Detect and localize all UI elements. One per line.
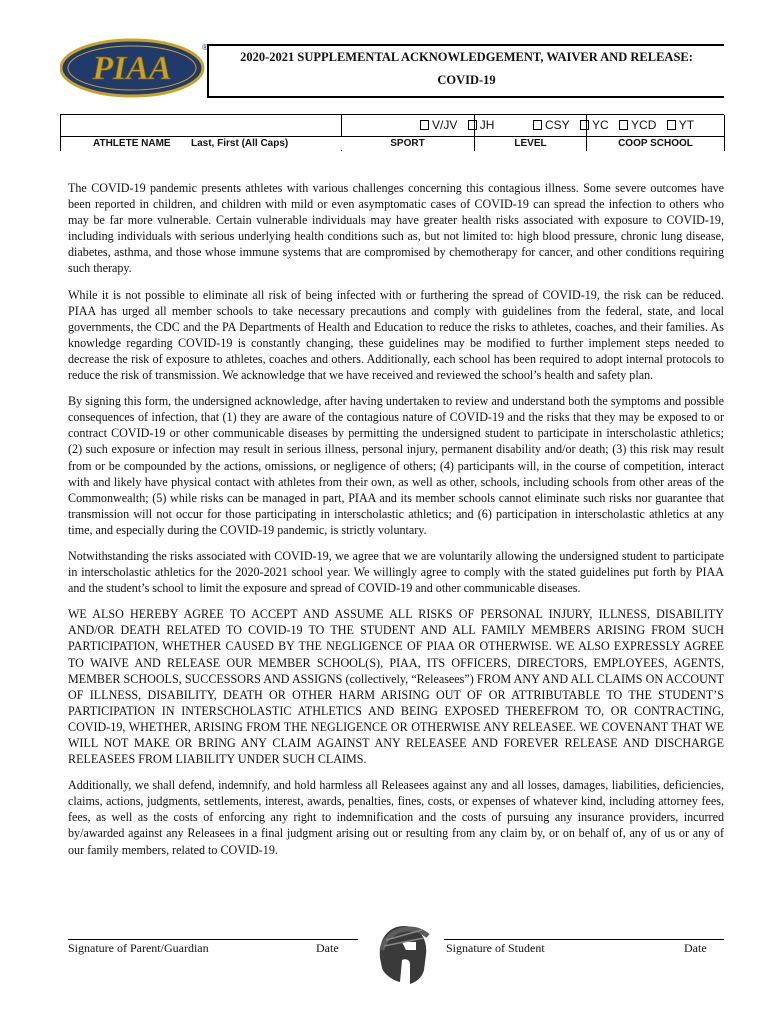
student-date-label: Date xyxy=(684,941,707,955)
waiver-body xyxy=(68,180,724,868)
sport-label: SPORT xyxy=(341,136,474,150)
parent-signature-line[interactable] xyxy=(68,939,358,940)
athlete-name-hint: Last, First (All Caps) xyxy=(191,138,289,149)
checkbox-icon xyxy=(619,120,628,130)
form-title xyxy=(207,44,724,98)
logo-text: PIAA xyxy=(92,50,172,87)
parent-date-label: Date xyxy=(316,941,339,955)
student-signature-line[interactable] xyxy=(444,939,724,940)
parent-signature-label: Signature of Parent/Guardian xyxy=(68,941,209,955)
paragraph-indemnify: Additionally, we shall defend, indemnify, and hold harmless all Releasees against any and all losses, damages, liabilities, deficiencies, claims, actions, judgments, settlements, interest, awards, penalties, fines, costs, or expenses of whatever kind, including attorney fees, fees, as well as the costs of enforcing any right to indemnification and the costs of pursuing any insurance providers, incurred by/awarded against any Releasees in a final judgment arising out or resulting from any claim by, or on behalf of, any of us or any of our family members, related to COVID-19. xyxy=(68,778,724,857)
athlete-name-field[interactable] xyxy=(60,115,342,151)
checkbox-icon xyxy=(580,120,589,130)
coop-checkbox-csy[interactable]: CSY xyxy=(533,118,570,132)
level-checkbox-jh[interactable]: JH xyxy=(468,118,495,132)
student-signature-label: Signature of Student xyxy=(446,941,545,955)
title-line-2: COVID-19 xyxy=(437,73,496,87)
level-label: LEVEL xyxy=(475,136,586,150)
coop-school-label: COOP SCHOOL xyxy=(587,136,724,150)
coop-checkbox-yt[interactable]: YT xyxy=(667,118,694,132)
checkbox-icon xyxy=(533,120,542,130)
coop-checkbox-ycd[interactable]: YCD xyxy=(619,118,656,132)
piaa-logo xyxy=(60,38,210,98)
title-line-1: 2020-2021 SUPPLEMENTAL ACKNOWLEDGEMENT, WAIVER AND RELEASE: xyxy=(240,50,693,64)
paragraph-release: WE ALSO HEREBY AGREE TO ACCEPT AND ASSUME ALL RISKS OF PERSONAL INJURY, ILLNESS, DISABILITY AND/OR DEATH RELATED TO COVID-19 TO THE STUDENT AND ALL FAMILY MEMBERS ARISING FROM SUCH PARTICIPATION, WHETHER CAUSED BY THE NEGLIGENCE OF PIAA OR OTHERWISE. WE ALSO EXPRESSLY AGREE TO WAIVE AND RELEASE OUR MEMBER SCHOOL(S), PIAA, ITS OFFICERS, DIRECTORS, EMPLOYEES, AGENTS, MEMBER SCHOOLS, SUCCESSORS AND ASSIGNS (collectively, “Releasees”) FROM ANY AND ALL CLAIMS ON ACCOUNT OF ILLNESS, DISABILITY, DEATH OR OTHER HARM ARISING OUT OF OR ATTRIBUTABLE TO THE STUDENT’S PARTICIPATION IN INTERSCHOLASTIC ATHLETICS AND BEING EXPOSED THEREFROM TO, OR CONTRACTING, COVID-19, WHETHER, ARISING FROM THE NEGLIGENCE OR OTHERWISE ANY RELEASEE. WE COVENANT THAT WE WILL NOT MAKE OR BRING ANY CLAIM AGAINST ANY RELEASEE AND FOREVER RELEASE AND DISCHARGE RELEASEES FROM LIABILITY UNDER SUCH CLAIMS. xyxy=(68,607,724,767)
checkbox-icon xyxy=(468,120,477,130)
level-options xyxy=(420,118,501,132)
checkbox-icon xyxy=(667,120,676,130)
paragraph-pandemic: The COVID-19 pandemic presents athletes with various challenges concerning this contagious illness. Some severe outcomes have been reported in children, and children with mild or even asymptomatic cases of COVID-19 can spread the infection to others who may be far more vulnerable. Certain vulnerable individuals may have greater health risks associated with exposure to COVID-19, including individuals with serious underlying health conditions such as, but not limited to: high blood pressure, chronic lung disease, diabetes, asthma, and those whose immune systems that are compromised by chemotherapy for cancer, and other conditions requiring such therapy. xyxy=(68,181,724,276)
coop-checkbox-yc[interactable]: YC xyxy=(580,118,609,132)
spartan-helmet-icon xyxy=(372,920,434,988)
coop-options xyxy=(533,118,701,132)
athlete-name-label: ATHLETE NAME xyxy=(93,138,171,149)
paragraph-voluntary: Notwithstanding the risks associated with COVID-19, we agree that we are voluntarily allowing the undersigned student to participate in interscholastic athletics for the 2020-2021 school year. We willingly agree to comply with the stated guidelines put forth by PIAA and the student’s school to limit the exposure and spread of COVID-19 and other communicable diseases. xyxy=(68,548,724,596)
registered-mark: ® xyxy=(202,43,208,52)
paragraph-risk-reduction: While it is not possible to eliminate all risk of being infected with or furthering the spread of COVID-19, the risk can be reduced. PIAA has urged all member schools to take necessary precautions and comply with guidelines from the federal, state, and local governments, the CDC and the PA Departments of Health and Education to reduce the risks to athletes, coaches, and their families. As knowledge regarding COVID-19 is constantly changing, these guidelines may be modified to further implement steps needed to decrease the risk of exposure to athletes, coaches and others. Additionally, each school has been required to adopt internal protocols to reduce the risk of transmission. We acknowledge that we have received and reviewed the school’s health and safety plan. xyxy=(68,287,724,383)
checkbox-icon xyxy=(420,120,429,130)
level-checkbox-vjv[interactable]: V/JV xyxy=(420,118,457,132)
paragraph-acknowledgement: By signing this form, the undersigned acknowledge, after having undertaken to review and understand both the symptoms and possible consequences of infection, that (1) they are aware of the contagious nature of COVID-19 and the risks that they may be exposed to or contract COVID-19 or other communicable diseases by permitting the undersigned student to participate in interscholastic athletics; (2) such exposure or infection may result in serious illness, personal injury, permanent disability and/or death; (3) this risk may result from or be compounded by the actions, omissions, or negligence of others; (4) participants will, in the course of competition, interact with and likely have physical contact with athletes from their own, as well as other, schools, including schools from other areas of the Commonwealth; (5) while risks can be managed in part, PIAA and its member schools cannot eliminate such risks nor guarantee that transmission will not occur for those participating in interscholastic athletics; and (6) participation in interscholastic athletics at any time, and especially during the COVID-19 pandemic, is strictly voluntary. xyxy=(68,394,724,537)
